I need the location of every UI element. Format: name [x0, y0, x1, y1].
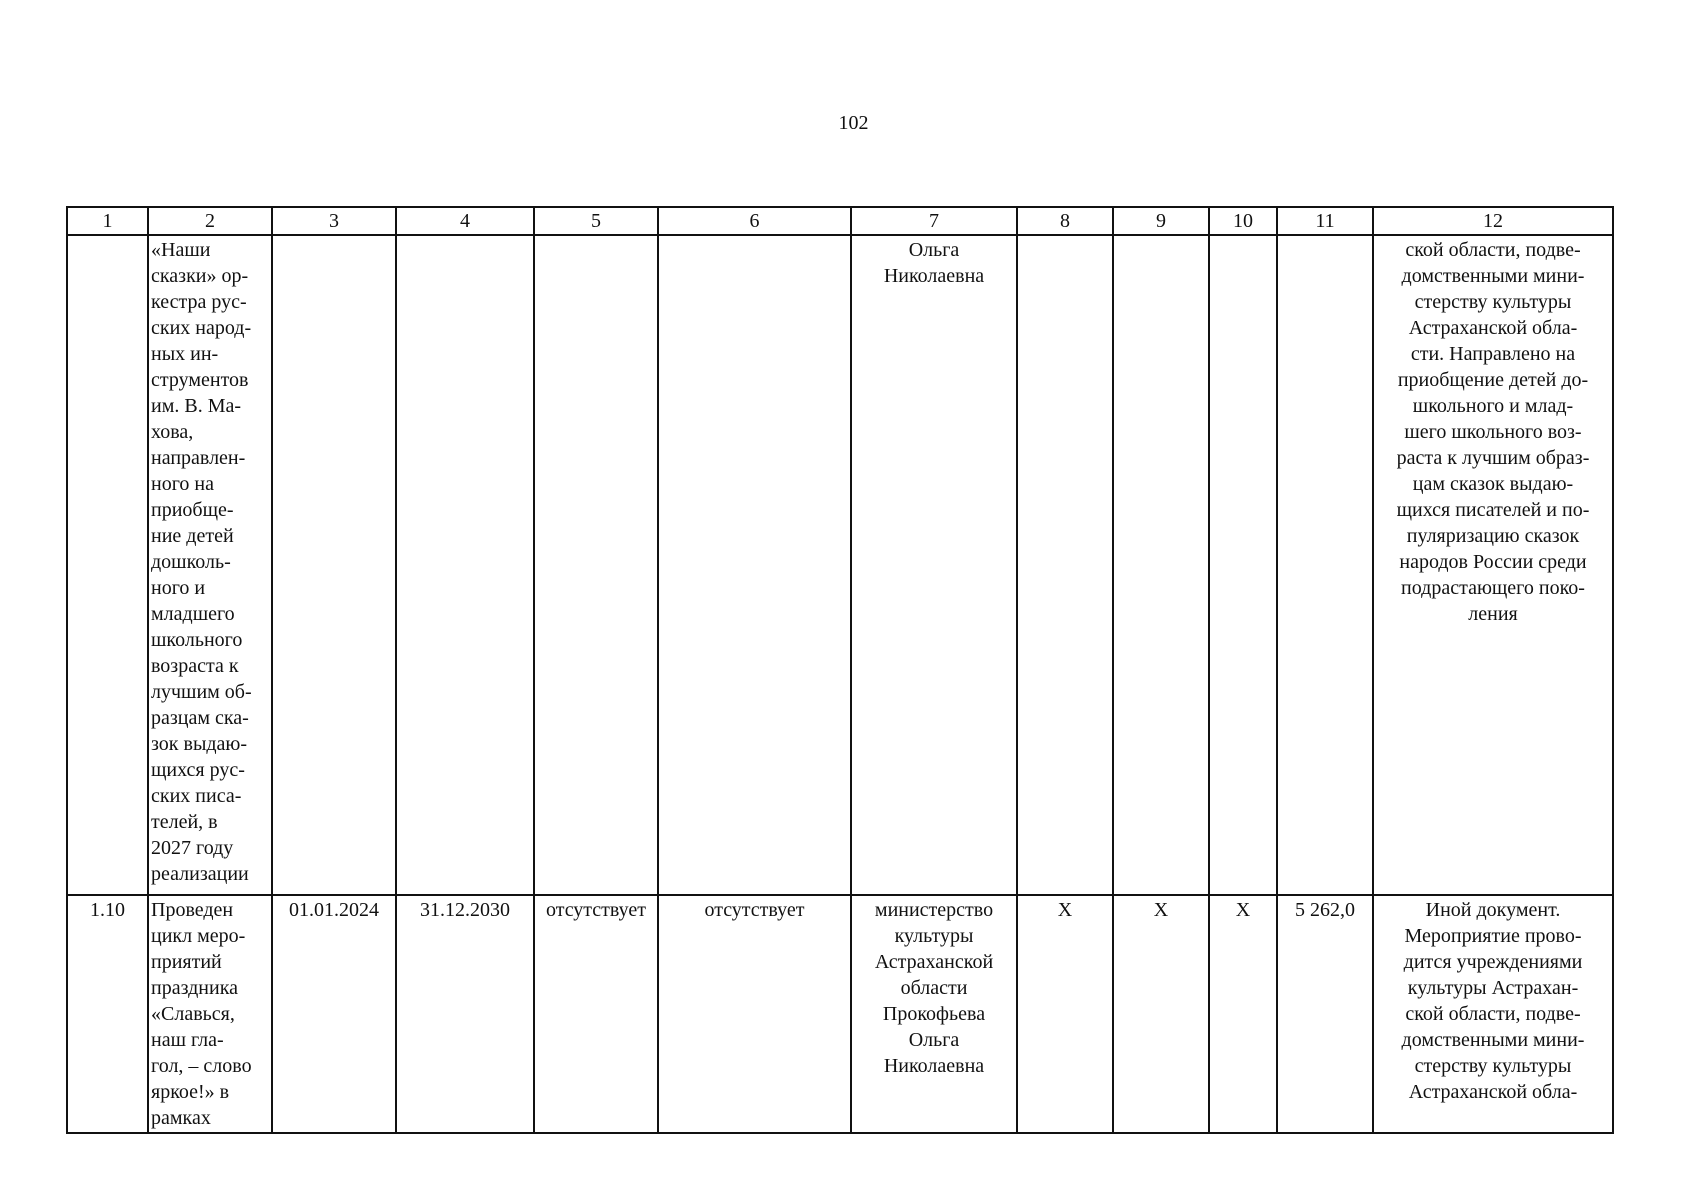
cell-end-date — [396, 235, 534, 895]
cell-description: ской области, подве- домственными мини- стерству культуры Астраханской обла- сти. Направлено на приобщение детей до- школьного и млад- шего школьного воз- раста к лучшим образ- цам сказок выдаю- щихся писателей и по- пуляризацию сказок народов России среди подрастающего поко- ления — [1373, 235, 1613, 895]
column-header-3: 3 — [272, 207, 396, 235]
cell-col5: отсутствует — [534, 895, 658, 1133]
cell-number — [67, 235, 148, 895]
cell-col9: X — [1113, 895, 1209, 1133]
cell-end-date: 31.12.2030 — [396, 895, 534, 1133]
column-header-10: 10 — [1209, 207, 1277, 235]
cell-start-date: 01.01.2024 — [272, 895, 396, 1133]
page-number: 102 — [838, 112, 869, 134]
cell-responsible: Ольга Николаевна — [851, 235, 1017, 895]
column-header-1: 1 — [67, 207, 148, 235]
cell-description: Иной документ. Мероприятие прово- дится учреждениями культуры Астрахан- ской области, подве- домственными мини- стерству культуры Астраханской обла- — [1373, 895, 1613, 1133]
cell-col5 — [534, 235, 658, 895]
table-row — [67, 895, 1613, 1133]
cell-amount: 5 262,0 — [1277, 895, 1373, 1133]
cell-start-date — [272, 235, 396, 895]
column-header-4: 4 — [396, 207, 534, 235]
column-header-5: 5 — [534, 207, 658, 235]
cell-event-name: Проведен цикл меро- приятий праздника «Славься, наш гла- гол, – слово яркое!» в рамках — [148, 895, 272, 1133]
column-header-11: 11 — [1277, 207, 1373, 235]
cell-col8: X — [1017, 895, 1113, 1133]
cell-number: 1.10 — [67, 895, 148, 1133]
plan-table — [66, 206, 1614, 1134]
cell-col6 — [658, 235, 851, 895]
column-header-7: 7 — [851, 207, 1017, 235]
cell-col10 — [1209, 235, 1277, 895]
cell-col8 — [1017, 235, 1113, 895]
column-header-2: 2 — [148, 207, 272, 235]
cell-responsible: министерство культуры Астраханской области Прокофьева Ольга Николаевна — [851, 895, 1017, 1133]
column-header-8: 8 — [1017, 207, 1113, 235]
cell-col6: отсутствует — [658, 895, 851, 1133]
column-header-9: 9 — [1113, 207, 1209, 235]
cell-col10: X — [1209, 895, 1277, 1133]
cell-col9 — [1113, 235, 1209, 895]
column-header-12: 12 — [1373, 207, 1613, 235]
column-header-6: 6 — [658, 207, 851, 235]
cell-event-name: «Наши сказки» ор- кестра рус- ских народ- ных ин- струментов им. В. Ма- хова, направлен- ного на приобще- ние детей дошколь- ного и младшего школьного возраста к лучшим об- разцам ска- зок выдаю- щихся рус- ских писа- телей, в 2027 году реализации — [148, 235, 272, 895]
header-row — [67, 207, 1613, 235]
cell-amount — [1277, 235, 1373, 895]
table-row — [67, 235, 1613, 895]
